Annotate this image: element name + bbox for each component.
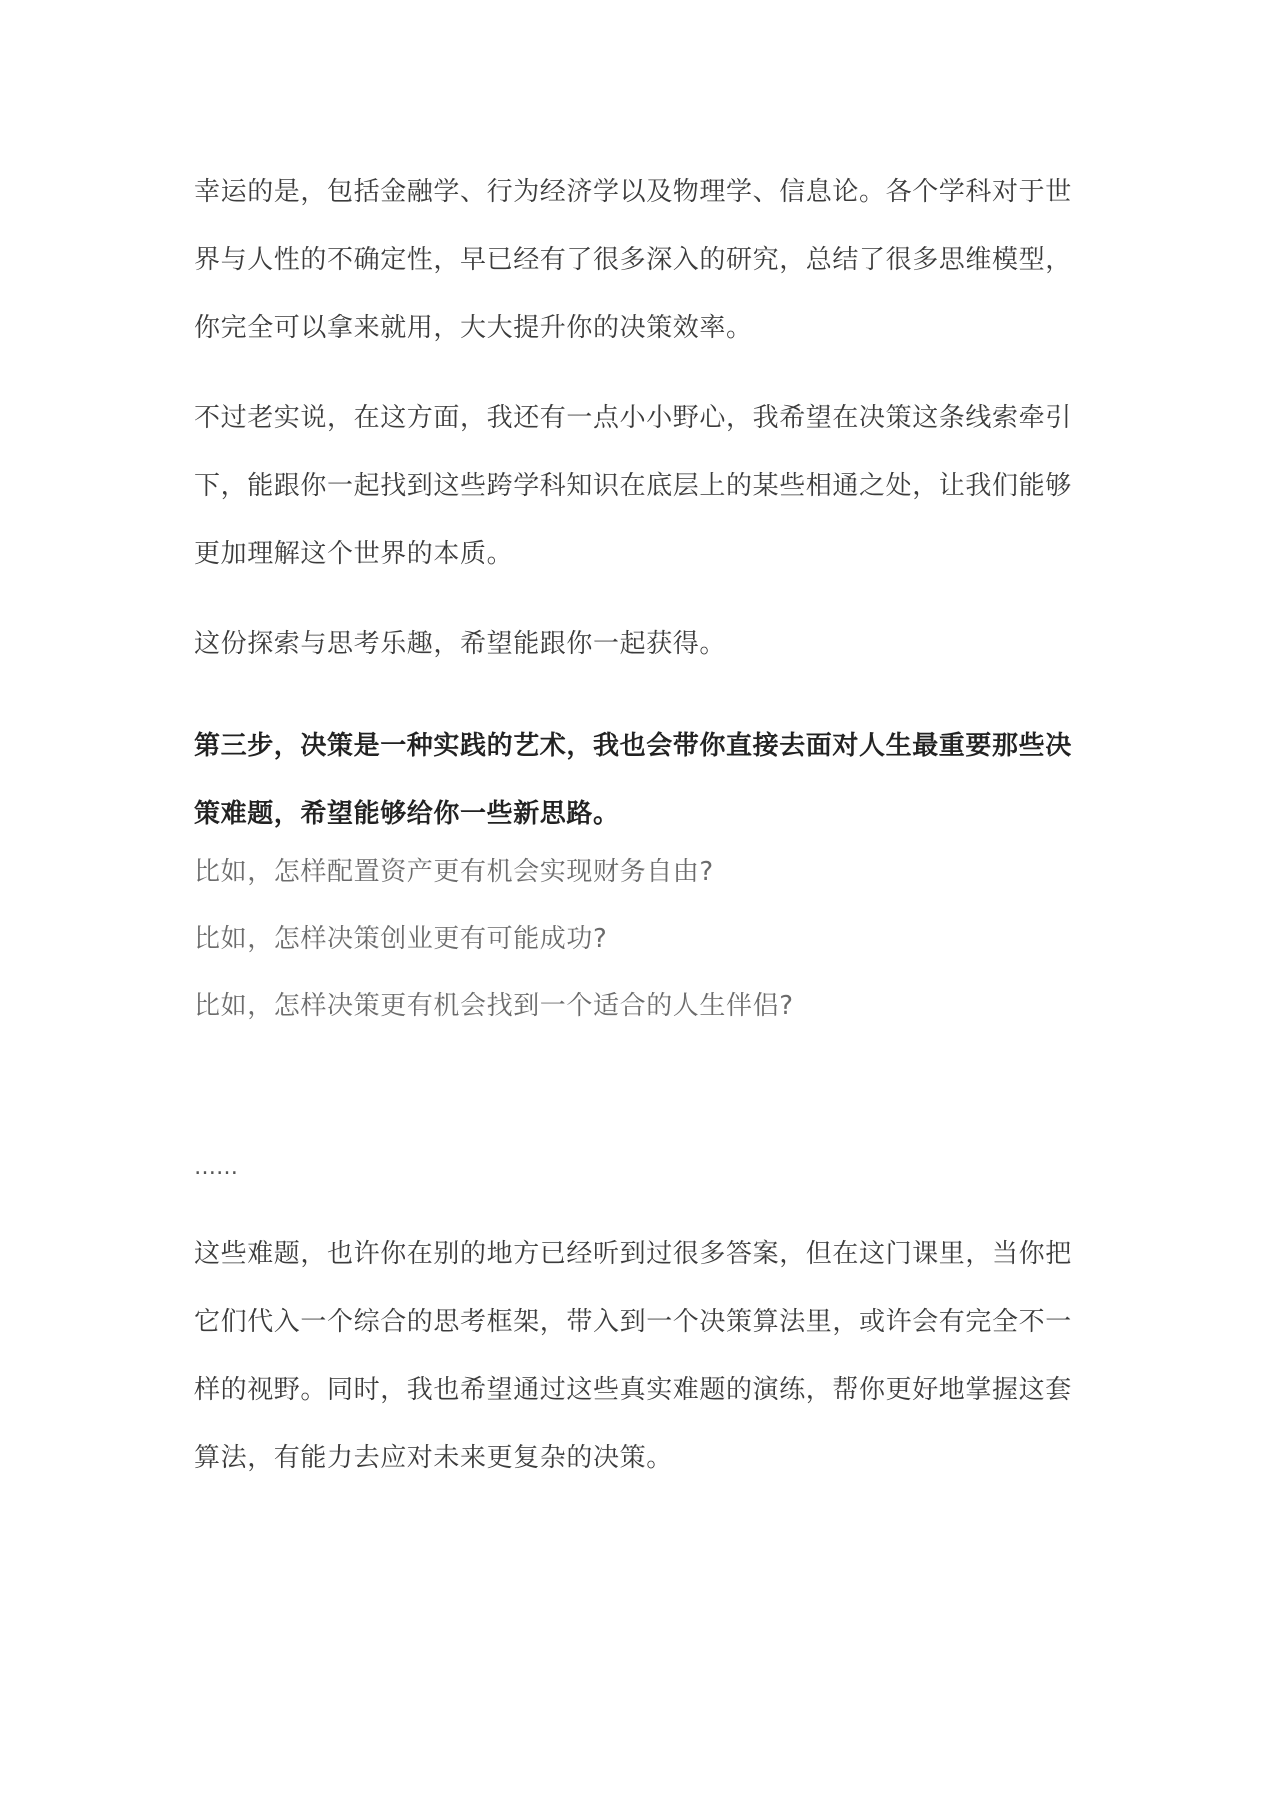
paragraph-conclusion: 这些难题，也许你在别的地方已经听到过很多答案，但在这门课里，当你把它们代入一个综合的思考框架，带入到一个决策算法里，或许会有完全不一样的视野。同时，我也希望通过这些真实难题的演练，帮你更好地掌握这套算法，有能力去应对未来更复杂的决策。 [194,1239,1072,1473]
paragraph-exploration: 这份探索与思考乐趣，希望能跟你一起获得。 [194,629,727,659]
paragraph-ambition: 不过老实说，在这方面，我还有一点小小野心，我希望在决策这条线索牵引下，能跟你一起找到这些跨学科知识在底层上的某些相通之处，让我们能够更加理解这个世界的本质。 [194,403,1072,569]
question-assets: 比如，怎样配置资产更有机会实现财务自由? [194,857,714,887]
question-partner: 比如，怎样决策更有机会找到一个适合的人生伴侣? [194,991,794,1021]
paragraph-step-three: 第三步，决策是一种实践的艺术，我也会带你直接去面对人生最重要那些决策难题，希望能够给你一些新思路。 [194,731,1072,829]
question-startup: 比如，怎样决策创业更有可能成功? [194,924,608,954]
paragraph-disciplines: 幸运的是，包括金融学、行为经济学以及物理学、信息论。各个学科对于世界与人性的不确定性，早已经有了很多深入的研究，总结了很多思维模型，你完全可以拿来就用，大大提升你的决策效率。 [194,177,1072,343]
ellipsis: …… [194,1155,238,1180]
